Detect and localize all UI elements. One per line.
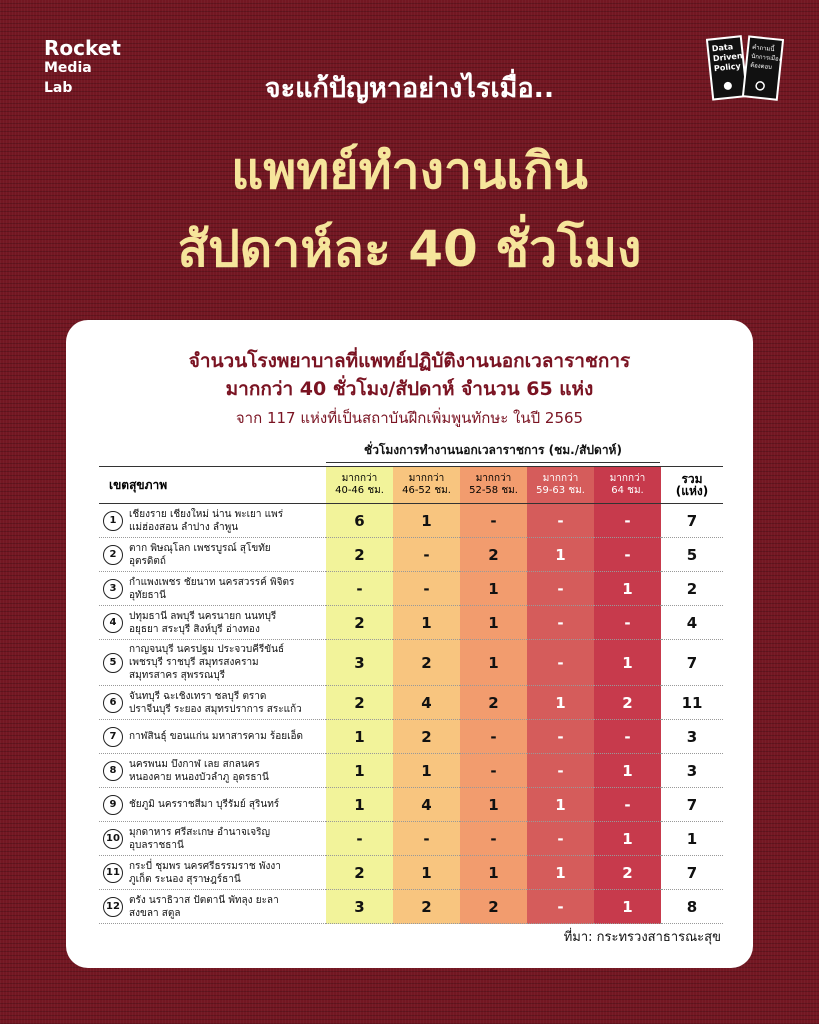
- region-cell: [99, 572, 326, 606]
- value-cell: 3: [326, 890, 393, 924]
- value-cell: 1: [326, 788, 393, 822]
- table-row: [99, 788, 723, 822]
- table-body: [99, 504, 723, 924]
- value-cell: -: [594, 788, 661, 822]
- value-cell: -: [527, 890, 594, 924]
- region-number-badge: 2: [103, 545, 123, 565]
- value-cell: -: [460, 754, 527, 788]
- table-row: [99, 890, 723, 924]
- total-header: [661, 467, 723, 504]
- value-cell: -: [527, 606, 594, 640]
- region-provinces-2: ภูเก็ต ระนอง สุราษฎร์ธานี: [129, 873, 241, 885]
- region-cell: [99, 640, 326, 686]
- region-number-badge: 1: [103, 511, 123, 531]
- value-cell: 1: [460, 640, 527, 686]
- total-header-line-2: (แห่ง): [675, 484, 709, 498]
- value-cell: 2: [594, 686, 661, 720]
- brand-line-1: Rocket: [44, 36, 121, 60]
- headline-line-1: แพทย์ทำงานเกิน: [231, 142, 588, 200]
- region-header: เขตสุขภาพ: [99, 467, 326, 504]
- data-table: [99, 466, 723, 924]
- region-provinces-2: แม่ฮ่องสอน ลำปาง ลำพูน: [129, 521, 239, 533]
- region-cell: [99, 890, 326, 924]
- table-row: [99, 538, 723, 572]
- value-cell: -: [460, 822, 527, 856]
- region-cell: [99, 822, 326, 856]
- total-cell: 2: [661, 572, 723, 606]
- value-cell: 6: [326, 504, 393, 538]
- bin-header-top: มากกว่า: [609, 473, 646, 484]
- bin-header-top: มากกว่า: [475, 473, 512, 484]
- region-provinces-1: ชัยภูมิ นครราชสีมา บุรีรัมย์ สุรินทร์: [129, 799, 280, 810]
- bin-header-2: [393, 467, 460, 504]
- value-cell: 2: [326, 686, 393, 720]
- table-row: [99, 572, 723, 606]
- value-cell: -: [460, 504, 527, 538]
- value-cell: 1: [393, 856, 460, 890]
- value-cell: 2: [326, 606, 393, 640]
- region-cell: [99, 686, 326, 720]
- region-cell: [99, 720, 326, 754]
- value-cell: 1: [594, 890, 661, 924]
- value-cell: 2: [594, 856, 661, 890]
- bin-header-3: [460, 467, 527, 504]
- region-number-badge: 5: [103, 653, 123, 673]
- table-row: [99, 856, 723, 890]
- value-cell: -: [460, 720, 527, 754]
- value-cell: 1: [527, 686, 594, 720]
- total-cell: 7: [661, 504, 723, 538]
- value-cell: -: [393, 538, 460, 572]
- total-cell: 3: [661, 720, 723, 754]
- region-provinces-2: อุบลราชธานี: [129, 839, 184, 851]
- badge-note-3: ต้องตอบ: [749, 61, 773, 72]
- value-cell: 1: [326, 720, 393, 754]
- value-cell: -: [393, 572, 460, 606]
- total-cell: 7: [661, 640, 723, 686]
- region-number-badge: 8: [103, 761, 123, 781]
- bin-header-bottom: 46-52 ชม.: [402, 485, 451, 496]
- region-provinces-1: มุกดาหาร ศรีสะเกษ อำนาจเจริญ: [129, 826, 271, 838]
- region-provinces-1: ปทุมธานี ลพบุรี นครนายก นนทบุรี: [129, 610, 277, 622]
- value-cell: 2: [326, 538, 393, 572]
- chart-title-2: มากกว่า 40 ชั่วโมง/สัปดาห์ จำนวน 65 แห่ง: [225, 378, 594, 400]
- value-cell: 1: [460, 856, 527, 890]
- value-cell: -: [594, 606, 661, 640]
- value-cell: 1: [460, 572, 527, 606]
- value-cell: 4: [393, 686, 460, 720]
- value-cell: 2: [460, 538, 527, 572]
- total-header-line-1: รวม: [681, 472, 703, 486]
- bin-header-bottom: 52-58 ชม.: [469, 485, 518, 496]
- region-number-badge: 11: [103, 863, 123, 883]
- value-cell: 1: [393, 504, 460, 538]
- value-cell: 2: [393, 720, 460, 754]
- value-cell: 2: [326, 856, 393, 890]
- value-cell: 1: [527, 856, 594, 890]
- value-cell: 2: [460, 686, 527, 720]
- value-cell: 1: [326, 754, 393, 788]
- value-cell: 3: [326, 640, 393, 686]
- table-row: [99, 720, 723, 754]
- intro-text: จะแก้ปัญหาอย่างไรเมื่อ..: [264, 73, 555, 104]
- total-cell: 4: [661, 606, 723, 640]
- region-number-badge: 10: [103, 829, 123, 849]
- table-row: [99, 640, 723, 686]
- region-provinces-2: อยุธยา สระบุรี สิงห์บุรี อ่างทอง: [129, 623, 260, 635]
- value-cell: -: [393, 822, 460, 856]
- source-note: ที่มา: กระทรวงสาธารณะสุข: [563, 930, 721, 945]
- value-cell: 2: [393, 640, 460, 686]
- bin-header-bottom: 64 ชม.: [611, 485, 644, 496]
- bin-header-top: มากกว่า: [542, 473, 579, 484]
- bin-header-1: [326, 467, 393, 504]
- value-cell: 1: [594, 572, 661, 606]
- chart-card: [66, 320, 753, 968]
- table-row: [99, 606, 723, 640]
- value-cell: 2: [393, 890, 460, 924]
- total-cell: 11: [661, 686, 723, 720]
- region-cell: [99, 606, 326, 640]
- region-provinces-2: หนองคาย หนองบัวลำภู อุดรธานี: [129, 771, 269, 783]
- value-cell: 1: [594, 822, 661, 856]
- value-cell: -: [594, 720, 661, 754]
- region-number-badge: 12: [103, 897, 123, 917]
- badge-line-2: Driven: [712, 51, 743, 64]
- chart-title-1: จำนวนโรงพยาบาลที่แพทย์ปฏิบัติงานนอกเวลาราชการ: [188, 350, 631, 372]
- value-cell: 2: [460, 890, 527, 924]
- value-cell: -: [326, 822, 393, 856]
- value-cell: 1: [393, 754, 460, 788]
- region-provinces-3: สมุทรสาคร สุพรรณบุรี: [129, 670, 226, 681]
- total-cell: 8: [661, 890, 723, 924]
- value-cell: 1: [527, 538, 594, 572]
- region-provinces-1: กำแพงเพชร ชัยนาท นครสวรรค์ พิจิตร: [129, 576, 295, 588]
- total-cell: 3: [661, 754, 723, 788]
- value-cell: 1: [460, 788, 527, 822]
- value-cell: -: [527, 822, 594, 856]
- value-cell: -: [527, 504, 594, 538]
- total-cell: 5: [661, 538, 723, 572]
- brand-line-3: Lab: [44, 80, 73, 96]
- region-provinces-2: อุตรดิตถ์: [129, 555, 166, 567]
- region-provinces-2: อุทัยธานี: [129, 589, 167, 601]
- value-cell: 4: [393, 788, 460, 822]
- region-provinces-1: กระบี่ ชุมพร นครศรีธรรมราช พังงา: [129, 860, 281, 872]
- region-cell: [99, 538, 326, 572]
- headline-line-2: สัปดาห์ละ 40 ชั่วโมง: [177, 220, 642, 278]
- bin-header-top: มากกว่า: [341, 473, 378, 484]
- value-cell: 1: [527, 788, 594, 822]
- region-provinces-1: กาญจนบุรี นครปฐม ประจวบคีรีขันธ์: [129, 644, 285, 655]
- value-cell: 1: [460, 606, 527, 640]
- total-cell: 1: [661, 822, 723, 856]
- group-header: ชั่วโมงการทำงานนอกเวลาราชการ (ชม./สัปดาห์): [326, 438, 660, 463]
- table-row: [99, 686, 723, 720]
- region-provinces-2: สงขลา สตูล: [129, 907, 181, 919]
- region-provinces-1: เชียงราย เชียงใหม่ น่าน พะเยา แพร่: [129, 508, 284, 520]
- badge-note-2: นักการเมือง: [750, 52, 782, 63]
- region-cell: [99, 788, 326, 822]
- total-cell: 7: [661, 856, 723, 890]
- value-cell: 1: [594, 640, 661, 686]
- value-cell: -: [594, 504, 661, 538]
- region-provinces-1: ตาก พิษณุโลก เพชรบูรณ์ สุโขทัย: [129, 542, 271, 554]
- value-cell: -: [594, 538, 661, 572]
- total-cell: 7: [661, 788, 723, 822]
- value-cell: -: [527, 720, 594, 754]
- badge-note-1: คำถามนี้: [751, 43, 775, 54]
- bin-header-bottom: 59-63 ชม.: [536, 485, 585, 496]
- bin-header-top: มากกว่า: [408, 473, 445, 484]
- value-cell: -: [527, 640, 594, 686]
- region-provinces-1: กาฬสินธุ์ ขอนแก่น มหาสารคาม ร้อยเอ็ด: [129, 731, 304, 742]
- region-number-badge: 6: [103, 693, 123, 713]
- bin-header-bottom: 40-46 ชม.: [335, 485, 384, 496]
- region-cell: [99, 754, 326, 788]
- region-cell: [99, 504, 326, 538]
- region-provinces-1: นครพนม บึงกาฬ เลย สกลนคร: [129, 758, 260, 770]
- region-provinces-1: จันทบุรี ฉะเชิงเทรา ชลบุรี ตราด: [129, 690, 267, 702]
- table-header-row: [99, 467, 723, 504]
- region-provinces-1: ตรัง นราธิวาส ปัตตานี พัทลุง ยะลา: [129, 894, 279, 906]
- table-row: [99, 822, 723, 856]
- table-row: [99, 504, 723, 538]
- region-provinces-2: ปราจีนบุรี ระยอง สมุทรปราการ สระแก้ว: [129, 703, 302, 715]
- region-provinces-2: เพชรบุรี ราชบุรี สมุทรสงคราม: [129, 657, 259, 668]
- bin-header-5: [594, 467, 661, 504]
- value-cell: 1: [594, 754, 661, 788]
- value-cell: -: [527, 754, 594, 788]
- region-cell: [99, 856, 326, 890]
- region-number-badge: 3: [103, 579, 123, 599]
- badge-line-1: Data: [711, 42, 734, 54]
- region-number-badge: 4: [103, 613, 123, 633]
- region-number-badge: 9: [103, 795, 123, 815]
- bin-header-4: [527, 467, 594, 504]
- table-row: [99, 754, 723, 788]
- value-cell: -: [527, 572, 594, 606]
- region-number-badge: 7: [103, 727, 123, 747]
- brand-line-2: Media: [44, 60, 92, 76]
- value-cell: 1: [393, 606, 460, 640]
- badge-line-3: Policy: [713, 61, 742, 74]
- chart-subtitle: จาก 117 แห่งที่เป็นสถาบันฝึกเพิ่มพูนทักษะ ในปี 2565: [235, 409, 584, 427]
- value-cell: -: [326, 572, 393, 606]
